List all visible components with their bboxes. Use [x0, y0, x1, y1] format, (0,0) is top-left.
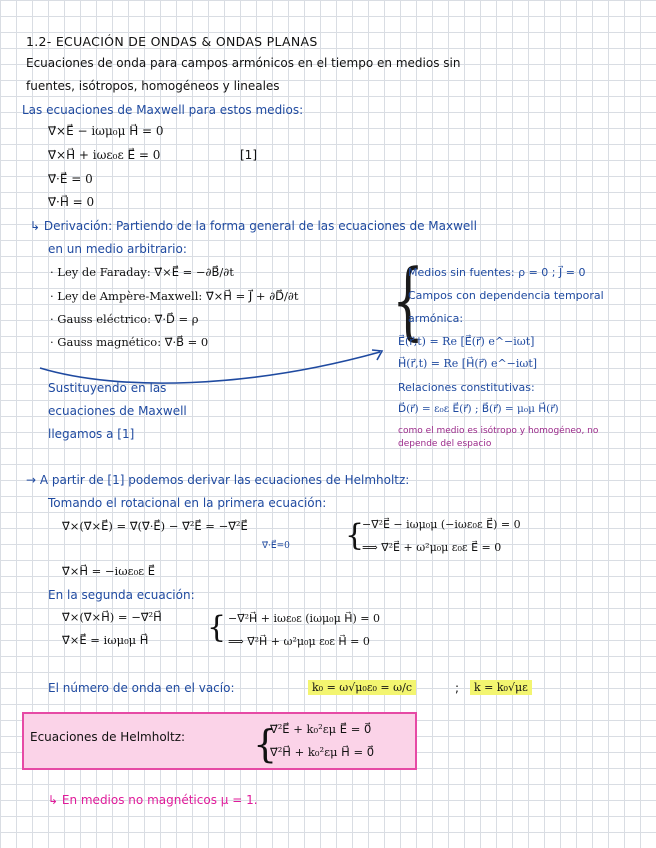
brace: {	[253, 722, 278, 766]
condition-line: H⃗(r⃗,t) = Re [H⃗(r⃗) e^−iωt]	[398, 357, 538, 370]
second-eq: ∇⃗×E⃗ = iωμ₀μ H⃗	[62, 633, 149, 647]
curl-note: ∇⃗·E⃗=0	[262, 541, 290, 551]
second-result: ⟹ ∇⃗²H⃗ + ω²μ₀μ ε₀ε H⃗ = 0	[228, 635, 370, 648]
maxwell-eq: ∇⃗·E⃗ = 0	[48, 172, 93, 186]
law-gauss-electric: · Gauss eléctrico: ∇⃗·D⃗ = ρ	[50, 312, 199, 326]
curl-eq: ∇⃗×H⃗ = −iωε₀ε E⃗	[62, 564, 156, 578]
k0-highlight: k₀ = ω√μ₀ε₀ = ω/c	[308, 680, 416, 695]
curl-eq: ∇⃗×(∇⃗×E⃗) = ∇⃗(∇⃗·E⃗) − ∇⃗²E⃗ = −∇⃗²E⃗	[62, 519, 248, 533]
curl-result: −∇⃗²E⃗ − iωμ₀μ (−iωε₀ε E⃗) = 0	[362, 518, 521, 531]
substituting-line: llegamos a [1]	[48, 427, 135, 441]
curl-heading: Tomando el rotacional en la primera ecuación:	[48, 496, 327, 510]
brace: {	[207, 610, 227, 645]
substituting-line: Sustituyendo en las	[48, 381, 167, 395]
law-gauss-magnetic: · Gauss magnético: ∇⃗·B⃗ = 0	[50, 335, 209, 349]
second-eq: ∇⃗×(∇⃗×H⃗) = −∇⃗²H⃗	[62, 610, 162, 624]
helmholtz-intro: → A partir de [1] podemos derivar las ecuaciones de Helmholtz:	[26, 473, 410, 487]
derivation-line: en un medio arbitrario:	[48, 242, 187, 256]
intro-line: fuentes, isótropos, homogéneos y lineales	[26, 79, 280, 93]
note-line: como el medio es isótropo y homogéneo, no	[398, 426, 599, 436]
condition-line: D⃗(r⃗) = ε₀ε E⃗(r⃗) ; B⃗(r⃗) = μ₀μ H⃗(r⃗)	[398, 403, 559, 415]
maxwell-eq: ∇⃗×H⃗ + iωε₀ε E⃗ = 0	[48, 148, 161, 162]
equation-tag: [1]	[240, 148, 257, 162]
substituting-line: ecuaciones de Maxwell	[48, 404, 187, 418]
helmholtz-label: Ecuaciones de Helmholtz:	[30, 730, 186, 744]
law-ampere: · Ley de Ampère-Maxwell: ∇⃗×H⃗ = J⃗ + ∂D⃗/∂t	[50, 289, 299, 303]
intro-line: Ecuaciones de onda para campos armónicos en el tiempo en medios sin	[26, 56, 461, 70]
condition-line: E⃗(r⃗,t) = Re [E⃗(r⃗) e^−iωt]	[398, 335, 535, 348]
curl-result: ⟹ ∇⃗²E⃗ + ω²μ₀μ ε₀ε E⃗ = 0	[362, 541, 502, 554]
footer-note: ↳ En medios no magnéticos μ = 1.	[48, 793, 258, 807]
wavenumber-label: El número de onda en el vacío:	[48, 681, 235, 695]
brace: {	[392, 251, 425, 349]
helmholtz-eq: ∇⃗²H⃗ + k₀²εμ H⃗ = 0⃗	[270, 745, 375, 759]
maxwell-eq: ∇⃗×E⃗ − iωμ₀μ H⃗ = 0	[48, 124, 164, 138]
condition-line: armónica:	[408, 312, 464, 325]
page-title: 1.2- ECUACIÓN DE ONDAS & ONDAS PLANAS	[26, 34, 318, 49]
condition-line: Relaciones constitutivas:	[398, 381, 535, 394]
second-heading: En la segunda ecuación:	[48, 588, 195, 602]
condition-line: Campos con dependencia temporal	[408, 289, 604, 302]
k-highlight: k = k₀√με	[470, 680, 532, 695]
separator: ;	[455, 681, 460, 695]
second-result: −∇⃗²H⃗ + iωε₀ε (iωμ₀μ H⃗) = 0	[228, 612, 381, 625]
note-line: depende del espacio	[398, 439, 492, 449]
helmholtz-eq: ∇⃗²E⃗ + k₀²εμ E⃗ = 0⃗	[270, 722, 372, 736]
condition-line: Medios sin fuentes: ρ = 0 ; J⃗ = 0	[408, 266, 586, 279]
derivation-line: ↳ Derivación: Partiendo de la forma general de las ecuaciones de Maxwell	[30, 219, 477, 233]
maxwell-heading: Las ecuaciones de Maxwell para estos medios:	[22, 103, 304, 117]
brace: {	[345, 518, 365, 553]
maxwell-eq: ∇⃗·H⃗ = 0	[48, 195, 95, 209]
law-faraday: · Ley de Faraday: ∇⃗×E⃗ = −∂B⃗/∂t	[50, 265, 234, 279]
